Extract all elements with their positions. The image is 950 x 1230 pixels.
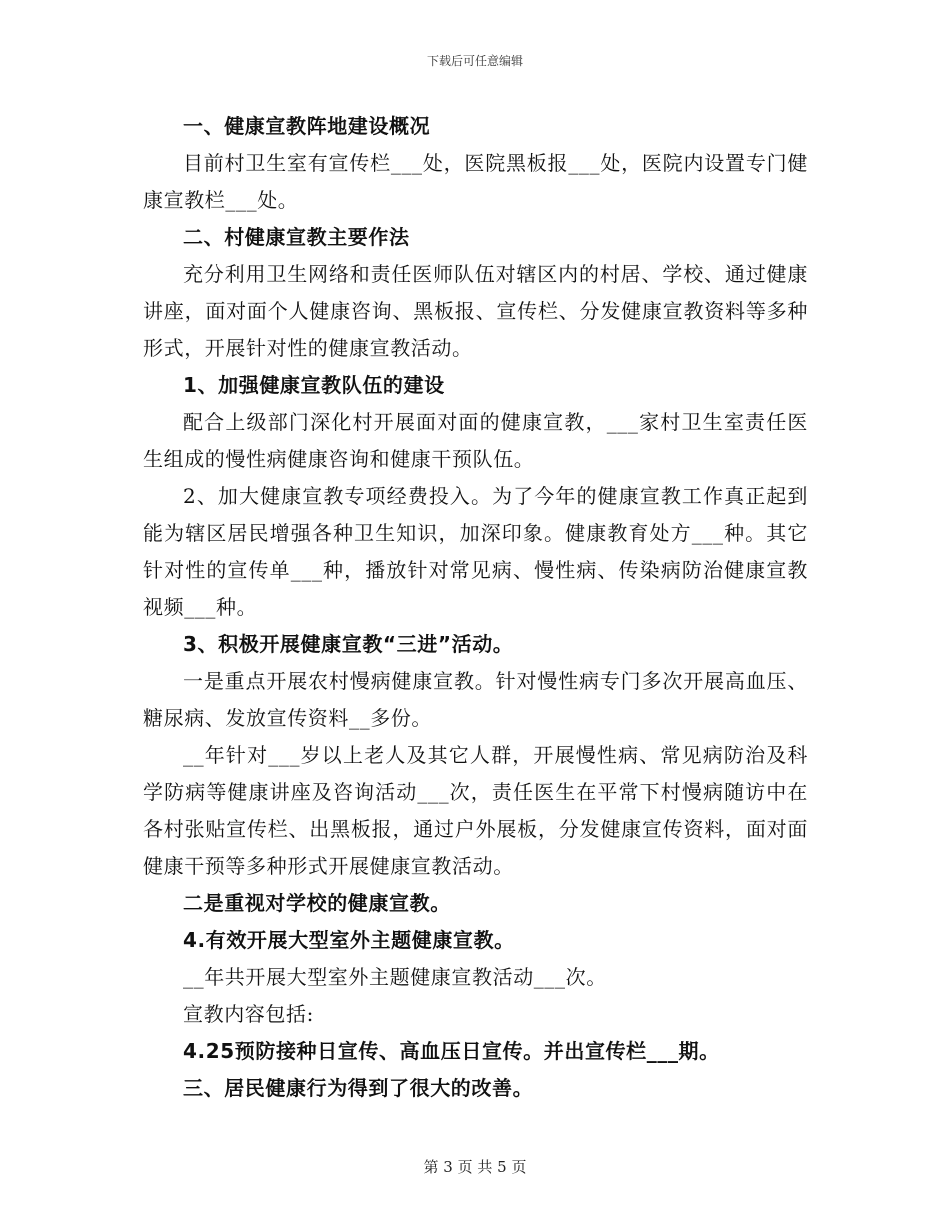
paragraph: 2、加大健康宣教专项经费投入。为了今年的健康宣教工作真正起到能为辖区居民增强各种卫生知识，加深印象。健康教育处方___种。其它针对性的宣传单___种，播放针对常见病、慢性病、传染病防治健康宣教视频___种。 [143, 484, 808, 619]
section-heading-3: 三、居民健康行为得到了很大的改善。 [183, 1076, 534, 1100]
subsection-heading-4: 4.有效开展大型室外主题健康宣教。 [183, 928, 515, 952]
subsection-heading-1: 1、加强健康宣教队伍的建设 [183, 373, 445, 397]
page-header: 下载后可任意编辑 [426, 54, 523, 68]
paragraph: __年共开展大型室外主题健康宣教活动___次。 [183, 965, 607, 989]
paragraph: 一是重点开展农村慢病健康宣教。针对慢性病专门多次开展高血压、糖尿病、发放宣传资料__多份。 [143, 669, 808, 730]
paragraph: 充分利用卫生网络和责任医师队伍对辖区内的村居、学校、通过健康讲座，面对面个人健康咨询、黑板报、宣传栏、分发健康宣教资料等多种形式，开展针对性的健康宣教活动。 [143, 262, 808, 360]
document-body [143, 108, 808, 1107]
paragraph: 配合上级部门深化村开展面对面的健康宣教，___家村卫生室责任医生组成的慢性病健康咨询和健康干预队伍。 [143, 410, 808, 471]
page-footer: 第 3 页 共 5 页 [423, 1158, 527, 1176]
bold-paragraph-school: 二是重视对学校的健康宣教。 [183, 891, 451, 915]
paragraph: 宣教内容包括: [183, 1002, 314, 1026]
paragraph: __年针对___岁以上老人及其它人群，开展慢性病、常见病防治及科学防病等健康讲座及咨询活动___次，责任医生在平常下村慢病随访中在各村张贴宣传栏、出黑板报，通过户外展板，分发健康宣传资料，面对面健康干预等多种形式开展健康宣教活动。 [143, 743, 808, 878]
bold-paragraph-4-25: 4.25预防接种日宣传、高血压日宣传。并出宣传栏___期。 [183, 1039, 720, 1063]
subsection-heading-3: 3、积极开展健康宣教“三进”活动。 [183, 632, 514, 656]
paragraph: 目前村卫生室有宣传栏___处，医院黑板报___处，医院内设置专门健康宣教栏___处。 [143, 151, 808, 212]
section-heading-1: 一、健康宣教阵地建设概况 [183, 114, 431, 138]
section-heading-2: 二、村健康宣教主要作法 [183, 225, 410, 249]
